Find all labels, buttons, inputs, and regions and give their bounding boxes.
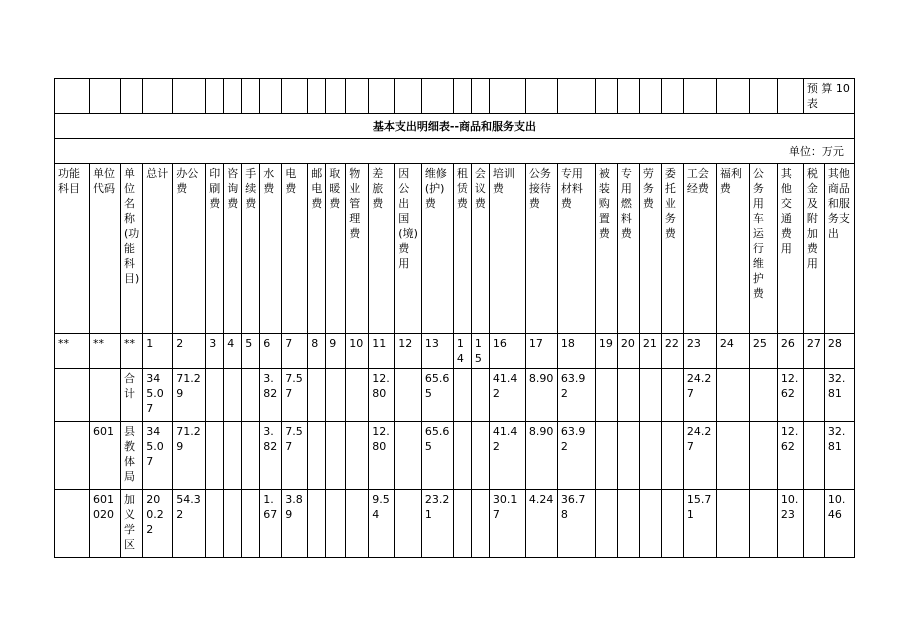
column-header: 公务用车运行维护费: [749, 164, 777, 334]
table-cell: [617, 422, 639, 490]
table-row: [55, 422, 855, 490]
table-cell: [224, 369, 242, 422]
column-code: 23: [683, 334, 716, 369]
table-cell: 8.90: [525, 422, 557, 490]
table-cell: 1.67: [260, 490, 282, 558]
table-cell: 10.23: [777, 490, 803, 558]
table-cell: [661, 369, 683, 422]
table-cell: [395, 490, 422, 558]
empty-cell: [242, 79, 260, 114]
header-row: [55, 164, 855, 334]
table-cell: [346, 369, 369, 422]
empty-cell: [639, 79, 661, 114]
table-row: [55, 490, 855, 558]
table-cell: [346, 422, 369, 490]
column-code: 28: [824, 334, 854, 369]
code-row: [55, 334, 855, 369]
column-header: 功能科目: [55, 164, 90, 334]
table-cell: [395, 369, 422, 422]
empty-cell: [369, 79, 395, 114]
column-header: 会议费: [471, 164, 489, 334]
table-cell: [617, 369, 639, 422]
column-header: 专用燃料费: [617, 164, 639, 334]
table-cell: [716, 422, 749, 490]
table-cell: [803, 369, 824, 422]
empty-cell: [617, 79, 639, 114]
table-cell: [471, 422, 489, 490]
column-header: 其他交通费用: [777, 164, 803, 334]
table-cell: [803, 422, 824, 490]
column-code: 10: [346, 334, 369, 369]
column-code: 9: [326, 334, 346, 369]
table-cell: [55, 490, 90, 558]
table-cell: [224, 490, 242, 558]
empty-cell: [282, 79, 308, 114]
column-code: 12: [395, 334, 422, 369]
table-cell: [716, 490, 749, 558]
empty-cell: [683, 79, 716, 114]
column-header: 电费: [282, 164, 308, 334]
table-cell: [326, 369, 346, 422]
table-cell: [308, 490, 326, 558]
table-cell: [803, 490, 824, 558]
column-header: 专用材料费: [557, 164, 595, 334]
column-header: 水费: [260, 164, 282, 334]
table-cell: 63.92: [557, 422, 595, 490]
empty-cell: [595, 79, 617, 114]
table-cell: [206, 422, 224, 490]
table-cell: [90, 369, 121, 422]
table-cell: [453, 369, 471, 422]
column-header: 工会经费: [683, 164, 716, 334]
table-cell: 12.62: [777, 369, 803, 422]
table-cell: 县教体局: [121, 422, 143, 490]
column-code: 11: [369, 334, 395, 369]
column-header: 办公费: [173, 164, 206, 334]
empty-cell: [471, 79, 489, 114]
unit-row: [55, 139, 855, 164]
table-cell: [453, 490, 471, 558]
table-cell: [595, 369, 617, 422]
column-code: 21: [639, 334, 661, 369]
empty-cell: [346, 79, 369, 114]
empty-cell: [206, 79, 224, 114]
unit-label: 单位：万元: [55, 139, 855, 164]
column-code: 5: [242, 334, 260, 369]
column-code: 14: [453, 334, 471, 369]
column-header: 单位名称(功能科目): [121, 164, 143, 334]
table-cell: [595, 422, 617, 490]
table-cell: [242, 422, 260, 490]
table-cell: [595, 490, 617, 558]
table-cell: [242, 490, 260, 558]
column-code: **: [90, 334, 121, 369]
column-header: 差旅费: [369, 164, 395, 334]
table-cell: 12.62: [777, 422, 803, 490]
table-cell: 24.27: [683, 422, 716, 490]
empty-cell: [173, 79, 206, 114]
table-cell: 15.71: [683, 490, 716, 558]
empty-cell: [749, 79, 777, 114]
empty-cell: [777, 79, 803, 114]
column-code: 13: [421, 334, 453, 369]
table-cell: 8.90: [525, 369, 557, 422]
column-header: 咨询费: [224, 164, 242, 334]
column-code: 8: [308, 334, 326, 369]
table-cell: 71.29: [173, 422, 206, 490]
empty-cell: [121, 79, 143, 114]
table-cell: [749, 422, 777, 490]
empty-cell: [308, 79, 326, 114]
column-header: 取暖费: [326, 164, 346, 334]
table-number: 预 算 10 表: [803, 79, 854, 114]
table-cell: 65.65: [421, 369, 453, 422]
column-header: 手续费: [242, 164, 260, 334]
table-cell: 345.07: [143, 422, 173, 490]
table-cell: [308, 369, 326, 422]
empty-cell: [421, 79, 453, 114]
table-cell: 3.89: [282, 490, 308, 558]
table-cell: [639, 422, 661, 490]
column-header: 其他商品和服务支出: [824, 164, 854, 334]
table-cell: 23.21: [421, 490, 453, 558]
table-cell: [346, 490, 369, 558]
column-header: 培训费: [489, 164, 525, 334]
empty-cell: [395, 79, 422, 114]
table-cell: 200.22: [143, 490, 173, 558]
empty-cell: [716, 79, 749, 114]
table-cell: 63.92: [557, 369, 595, 422]
table-cell: 12.80: [369, 422, 395, 490]
table-cell: [639, 369, 661, 422]
table-cell: 加义学区: [121, 490, 143, 558]
table-cell: [716, 369, 749, 422]
table-cell: [453, 422, 471, 490]
column-code: 24: [716, 334, 749, 369]
column-header: 总计: [143, 164, 173, 334]
budget-table: [54, 78, 855, 558]
title-row: [55, 114, 855, 139]
table-cell: 12.80: [369, 369, 395, 422]
column-header: 邮电费: [308, 164, 326, 334]
table-cell: [55, 422, 90, 490]
column-header: 印刷费: [206, 164, 224, 334]
table-cell: [55, 369, 90, 422]
column-code: 20: [617, 334, 639, 369]
table-cell: [617, 490, 639, 558]
column-header: 单位代码: [90, 164, 121, 334]
table-cell: 30.17: [489, 490, 525, 558]
empty-cell: [557, 79, 595, 114]
table-cell: 601020: [90, 490, 121, 558]
table-cell: 3.82: [260, 422, 282, 490]
empty-cell: [453, 79, 471, 114]
empty-cell: [326, 79, 346, 114]
table-title: 基本支出明细表--商品和服务支出: [55, 114, 855, 139]
table-cell: 345.07: [143, 369, 173, 422]
column-code: 22: [661, 334, 683, 369]
empty-cell: [90, 79, 121, 114]
column-header: 劳务费: [639, 164, 661, 334]
empty-cell: [143, 79, 173, 114]
column-header: 维修(护)费: [421, 164, 453, 334]
table-cell: [661, 422, 683, 490]
column-code: **: [55, 334, 90, 369]
empty-cell: [489, 79, 525, 114]
column-code: 1: [143, 334, 173, 369]
table-cell: [639, 490, 661, 558]
table-cell: 36.78: [557, 490, 595, 558]
table-cell: [749, 490, 777, 558]
column-header: 福利费: [716, 164, 749, 334]
table-cell: [206, 490, 224, 558]
empty-cell: [525, 79, 557, 114]
table-cell: 54.32: [173, 490, 206, 558]
column-code: 15: [471, 334, 489, 369]
table-cell: [326, 490, 346, 558]
column-header: 委托业务费: [661, 164, 683, 334]
empty-cell: [224, 79, 242, 114]
table-cell: [242, 369, 260, 422]
empty-cell: [260, 79, 282, 114]
column-code: 25: [749, 334, 777, 369]
column-code: **: [121, 334, 143, 369]
table-cell: [206, 369, 224, 422]
column-header: 物业管理费: [346, 164, 369, 334]
table-cell: [661, 490, 683, 558]
column-code: 2: [173, 334, 206, 369]
column-code: 18: [557, 334, 595, 369]
column-header: 因公出国(境)费用: [395, 164, 422, 334]
column-code: 17: [525, 334, 557, 369]
column-code: 4: [224, 334, 242, 369]
column-header: 公务接待费: [525, 164, 557, 334]
column-header: 被装购置费: [595, 164, 617, 334]
table-cell: 71.29: [173, 369, 206, 422]
table-cell: 41.42: [489, 422, 525, 490]
column-header: 租赁费: [453, 164, 471, 334]
column-code: 16: [489, 334, 525, 369]
table-cell: 7.57: [282, 369, 308, 422]
column-code: 3: [206, 334, 224, 369]
table-cell: [308, 422, 326, 490]
column-code: 19: [595, 334, 617, 369]
column-code: 27: [803, 334, 824, 369]
table-cell: [471, 369, 489, 422]
column-code: 26: [777, 334, 803, 369]
table-number-row: [55, 79, 855, 114]
table-cell: [749, 369, 777, 422]
table-cell: [224, 422, 242, 490]
column-code: 7: [282, 334, 308, 369]
table-cell: [395, 422, 422, 490]
table-cell: [326, 422, 346, 490]
table-cell: 32.81: [824, 369, 854, 422]
table-cell: [471, 490, 489, 558]
empty-cell: [55, 79, 90, 114]
table-cell: 10.46: [824, 490, 854, 558]
column-code: 6: [260, 334, 282, 369]
table-cell: 3.82: [260, 369, 282, 422]
table-cell: 32.81: [824, 422, 854, 490]
column-header: 税金及附加费用: [803, 164, 824, 334]
table-cell: 7.57: [282, 422, 308, 490]
table-row: [55, 369, 855, 422]
empty-cell: [661, 79, 683, 114]
table-cell: 41.42: [489, 369, 525, 422]
table-cell: 65.65: [421, 422, 453, 490]
table-cell: 4.24: [525, 490, 557, 558]
table-cell: 24.27: [683, 369, 716, 422]
table-cell: 601: [90, 422, 121, 490]
table-cell: 合计: [121, 369, 143, 422]
table-cell: 9.54: [369, 490, 395, 558]
